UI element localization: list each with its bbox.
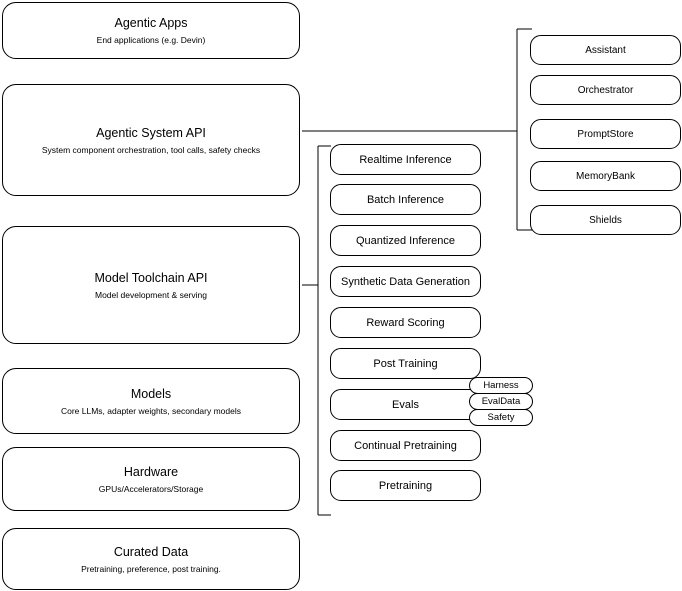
component-label: MemoryBank bbox=[576, 170, 635, 182]
component-label: Quantized Inference bbox=[355, 234, 456, 247]
component-batch-inference[interactable] bbox=[330, 184, 481, 215]
subcomponent-label: Safety bbox=[487, 412, 515, 423]
layer-title: Models bbox=[130, 386, 172, 401]
component-label: Shields bbox=[589, 214, 622, 226]
component-orchestrator[interactable] bbox=[530, 75, 681, 105]
layer-models[interactable] bbox=[2, 368, 300, 434]
component-promptstore[interactable] bbox=[530, 119, 681, 149]
subcomponent-label: EvalData bbox=[481, 396, 521, 407]
component-pretraining[interactable] bbox=[330, 470, 481, 501]
layer-model-toolchain-api[interactable] bbox=[2, 226, 300, 344]
component-post-training[interactable] bbox=[330, 348, 481, 379]
component-evals[interactable] bbox=[330, 389, 481, 420]
component-label: Batch Inference bbox=[366, 193, 445, 206]
component-synthetic-data-generation[interactable] bbox=[330, 266, 481, 297]
layer-subtitle: Pretraining, preference, post training. bbox=[81, 563, 221, 574]
layer-title: Model Toolchain API bbox=[94, 270, 208, 285]
layer-title: Curated Data bbox=[113, 544, 189, 559]
layer-subtitle: End applications (e.g. Devin) bbox=[96, 35, 206, 45]
component-shields[interactable] bbox=[530, 205, 681, 235]
component-reward-scoring[interactable] bbox=[330, 307, 481, 338]
component-quantized-inference[interactable] bbox=[330, 225, 481, 256]
component-label: Realtime Inference bbox=[359, 153, 452, 166]
layer-hardware[interactable] bbox=[2, 447, 300, 511]
component-label: Synthetic Data Generation bbox=[340, 275, 471, 288]
component-label: Reward Scoring bbox=[366, 316, 445, 329]
component-label: Pretraining bbox=[378, 479, 433, 492]
component-label: Evals bbox=[392, 398, 419, 411]
subcomponent-safety[interactable] bbox=[469, 409, 533, 426]
component-realtime-inference[interactable] bbox=[330, 144, 481, 175]
component-memorybank[interactable] bbox=[530, 161, 681, 191]
component-label: Post Training bbox=[373, 357, 438, 370]
component-label: PromptStore bbox=[577, 128, 634, 140]
layer-title: Hardware bbox=[123, 464, 179, 479]
component-label: Orchestrator bbox=[577, 84, 634, 96]
layer-subtitle: Core LLMs, adapter weights, secondary models bbox=[60, 405, 241, 416]
component-label: Assistant bbox=[585, 44, 626, 56]
layer-agentic-system-api[interactable] bbox=[2, 84, 300, 196]
component-label: Continual Pretraining bbox=[354, 439, 457, 452]
layer-curated-data[interactable] bbox=[2, 528, 300, 590]
subcomponent-label: Harness bbox=[483, 380, 519, 391]
subcomponent-evaldata[interactable] bbox=[469, 393, 533, 410]
component-continual-pretraining[interactable] bbox=[330, 430, 481, 461]
layer-title: Agentic System API bbox=[96, 125, 206, 140]
layer-subtitle: System component orchestration, tool calls, safety checks bbox=[41, 144, 261, 155]
layer-title: Agentic Apps bbox=[114, 16, 188, 30]
component-assistant[interactable] bbox=[530, 35, 681, 65]
layer-agentic-apps[interactable] bbox=[2, 2, 300, 59]
subcomponent-harness[interactable] bbox=[469, 377, 533, 394]
layer-subtitle: GPUs/Accelerators/Storage bbox=[98, 483, 204, 494]
layer-subtitle: Model development & serving bbox=[95, 289, 207, 300]
